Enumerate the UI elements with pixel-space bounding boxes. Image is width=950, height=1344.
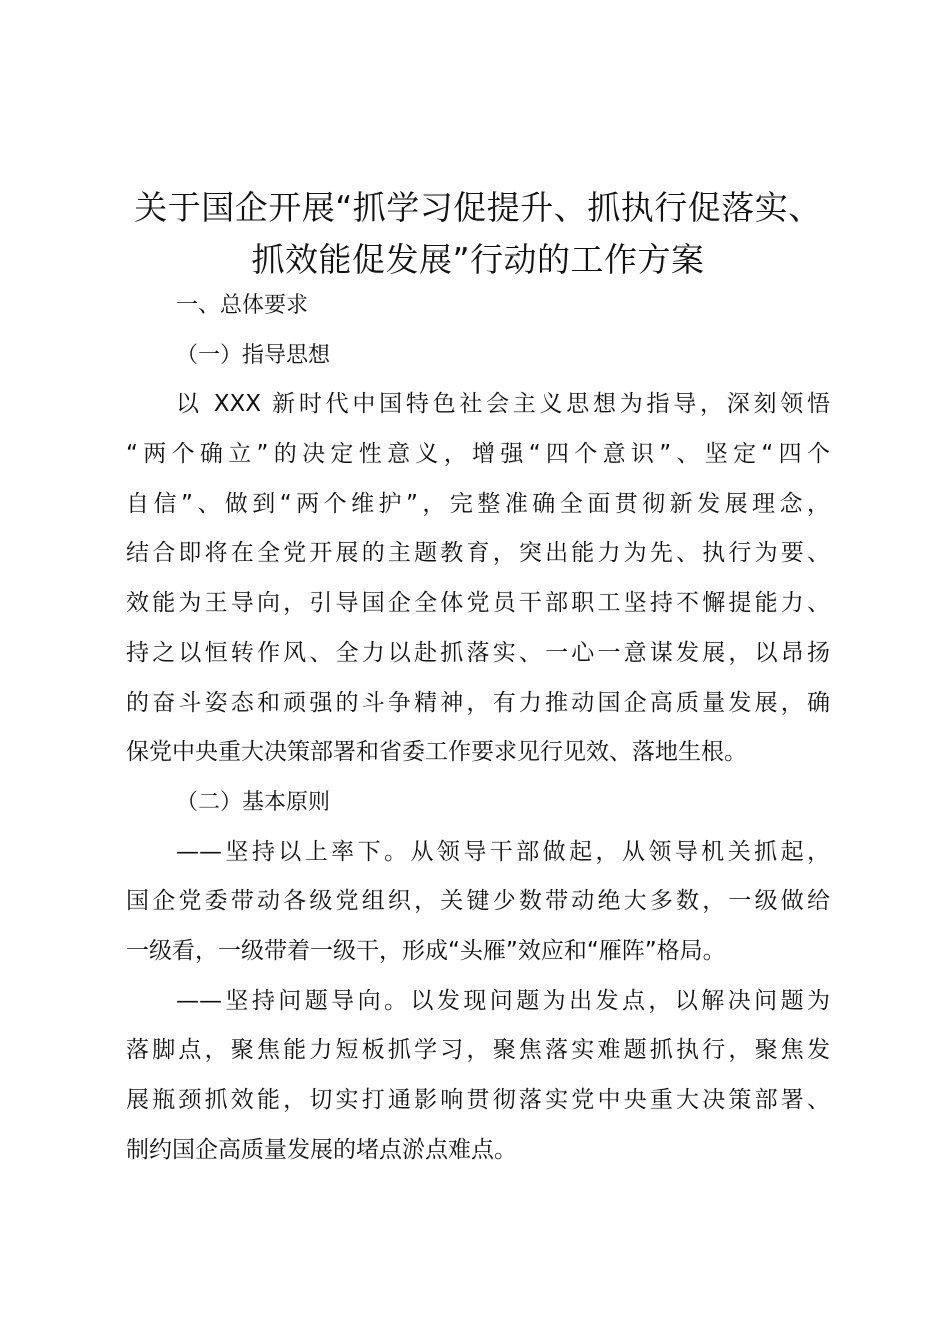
paragraph-line: 保党中央重大决策部署和省委工作要求见行见效、落地生根。 <box>126 739 747 766</box>
paragraph-line: 效能为王导向，引导国企全体党员干部职工坚持不懈提能力、 <box>126 590 830 617</box>
paragraph-line: 国企党委带动各级党组织，关键少数带动绝大多数，一级做给 <box>126 888 830 915</box>
title-line-2: 抓效能促发展”行动的工作方案 <box>251 240 705 279</box>
section-heading-general-requirements: 一、总体要求 <box>176 293 309 318</box>
paragraph-line: ——坚持以上率下。从领导干部做起，从领导机关抓起， <box>176 838 830 865</box>
subsection-heading-guiding-thought: （一）指导思想 <box>176 342 331 368</box>
subsection-heading-basic-principles: （二）基本原则 <box>176 789 331 815</box>
paragraph-line: 的奋斗姿态和顽强的斗争精神，有力推动国企高质量发展，确 <box>126 689 830 716</box>
document-body <box>126 281 830 1175</box>
paragraph-line: 持之以恒转作风、全力以赴抓落实、一心一意谋发展，以昂扬 <box>126 639 830 666</box>
paragraph-line: 展瓶颈抓效能，切实打通影响贯彻落实党中央重大决策部署、 <box>126 1087 830 1113</box>
paragraph-line: ——坚持问题导向。以发现问题为出发点，以解决问题为 <box>176 987 830 1014</box>
paragraph-line: 结合即将在全党开展的主题教育，突出能力为先、执行为要、 <box>126 540 830 567</box>
paragraph-line: 制约国企高质量发展的堵点淤点难点。 <box>126 1136 517 1163</box>
paragraph-line: 落脚点，聚焦能力短板抓学习，聚焦落实难题抓执行，聚焦发 <box>126 1037 830 1064</box>
document-title <box>118 182 838 286</box>
paragraph-line: 自信”、做到“两个维护”，完整准确全面贯彻新发展理念， <box>126 490 830 517</box>
paragraph-line: 以 XXX 新时代中国特色社会主义思想为指导，深刻领悟 <box>176 391 830 418</box>
title-line-1: 关于国企开展“抓学习促提升、抓执行促落实、 <box>134 188 822 227</box>
paragraph-line: “两个确立”的决定性意义，增强“四个意识”、坚定“四个 <box>126 441 830 468</box>
paragraph-line: 一级看，一级带着一级干，形成“头雁”效应和“雁阵”格局。 <box>126 937 726 964</box>
